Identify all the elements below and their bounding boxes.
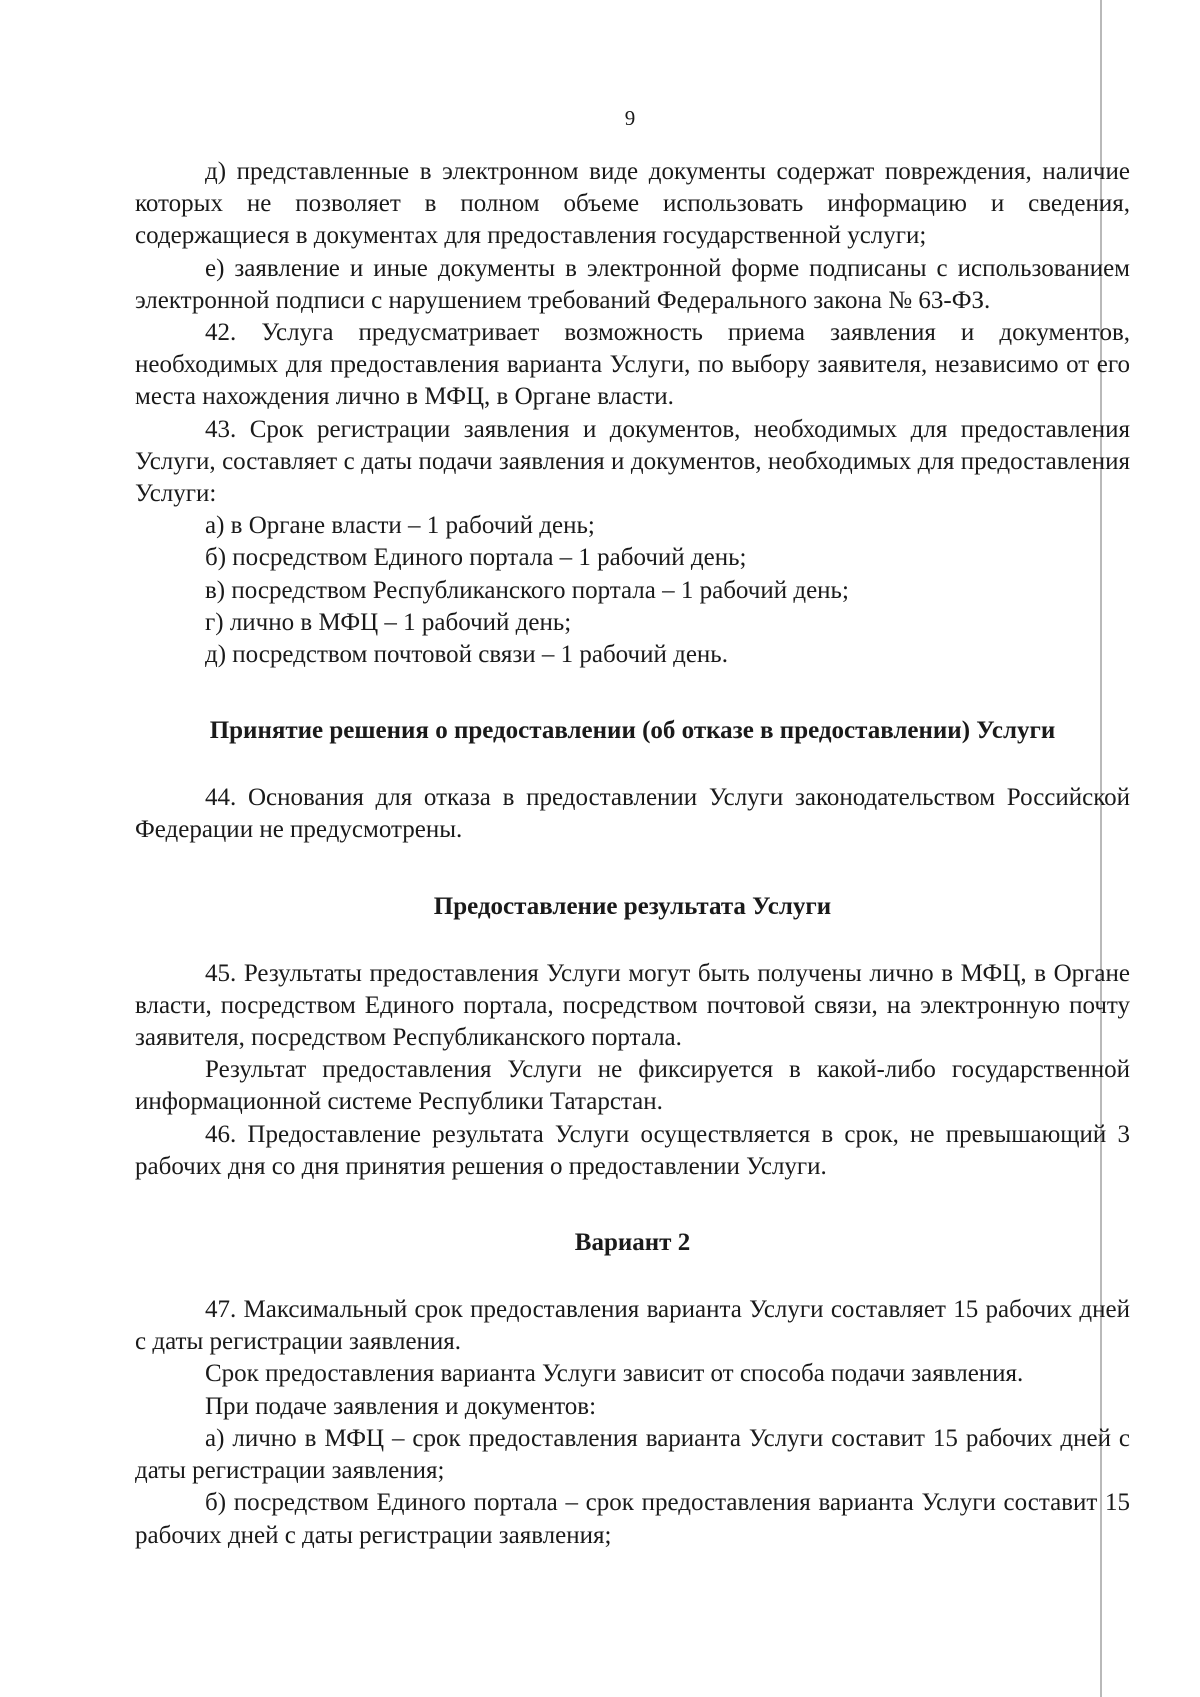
paragraph-45: 45. Результаты предоставления Услуги могут быть получены лично в МФЦ, в Органе власти, посредством Единого портала, посредством почтовой связи, на электронную почту заявителя, посредством Республиканского портала. <box>135 959 1130 1052</box>
page-number: 9 <box>624 106 636 130</box>
paragraph-43: 43. Срок регистрации заявления и документов, необходимых для предоставления Услуги, составляет с даты подачи заявления и документов, необходимых для предоставления Услуги: <box>135 415 1130 508</box>
paragraph-term-depends: Срок предоставления варианта Услуги зависит от способа подачи заявления. <box>205 1360 1024 1388</box>
list-item-a-mfc: а) лично в МФЦ – срок предоставления варианта Услуги составит 15 рабочих дней с даты регистрации заявления; <box>135 1424 1130 1485</box>
list-item-d: д) посредством почтовой связи – 1 рабочий день. <box>205 641 728 669</box>
paragraph-46: 46. Предоставление результата Услуги осуществляется в срок, не превышающий 3 рабочих дня со дня принятия решения о предоставлении Услуги. <box>135 1120 1130 1180</box>
list-item-b-portal: б) посредством Единого портала – срок предоставления варианта Услуги составит 15 рабочих дней с даты регистрации заявления; <box>135 1489 1130 1549</box>
section-heading-result: Предоставление результата Услуги <box>433 892 832 920</box>
list-item-b: б) посредством Единого портала – 1 рабочий день; <box>205 544 747 572</box>
paragraph-result-not-recorded: Результат предоставления Услуги не фиксируется в какой-либо государственной информационной системе Республики Татарстан. <box>135 1056 1130 1116</box>
paragraph-when-submitting: При подаче заявления и документов: <box>205 1392 597 1420</box>
paragraph-44: 44. Основания для отказа в предоставлении Услуги законодательством Российской Федерации не предусмотрены. <box>135 784 1130 844</box>
list-item-v: в) посредством Республиканского портала – 1 рабочий день; <box>205 576 849 604</box>
section-heading-variant-2: Вариант 2 <box>574 1229 691 1257</box>
section-result-body <box>135 958 1130 1183</box>
section-variant-2-body <box>135 1294 1130 1552</box>
section-heading-decision: Принятие решения о предоставлении (об отказе в предоставлении) Услуги <box>209 717 1056 745</box>
paragraph-42: 42. Услуга предусматривает возможность приема заявления и документов, необходимых для предоставления варианта Услуги, по выбору заявителя, независимо от его места нахождения лично в МФЦ, в Органе власти. <box>135 319 1130 411</box>
paragraph-47: 47. Максимальный срок предоставления варианта Услуги составляет 15 рабочих дней с даты регистрации заявления. <box>135 1296 1130 1356</box>
document-body <box>135 156 1130 1552</box>
list-item-a: а) в Органе власти – 1 рабочий день; <box>205 512 595 540</box>
paragraph-d-damaged-documents: д) представленные в электронном виде документы содержат повреждения, наличие которых не позволяет в полном объеме использовать информацию и сведения, содержащиеся в документах для предоставления государственной услуги; <box>135 158 1130 250</box>
list-item-g: г) лично в МФЦ – 1 рабочий день; <box>205 608 572 636</box>
section-decision-body <box>135 782 1130 846</box>
paragraph-e-signature-violation: е) заявление и иные документы в электронной форме подписаны с использованием электронной подписи с нарушением требований Федерального закона № 63-ФЗ. <box>135 254 1130 314</box>
